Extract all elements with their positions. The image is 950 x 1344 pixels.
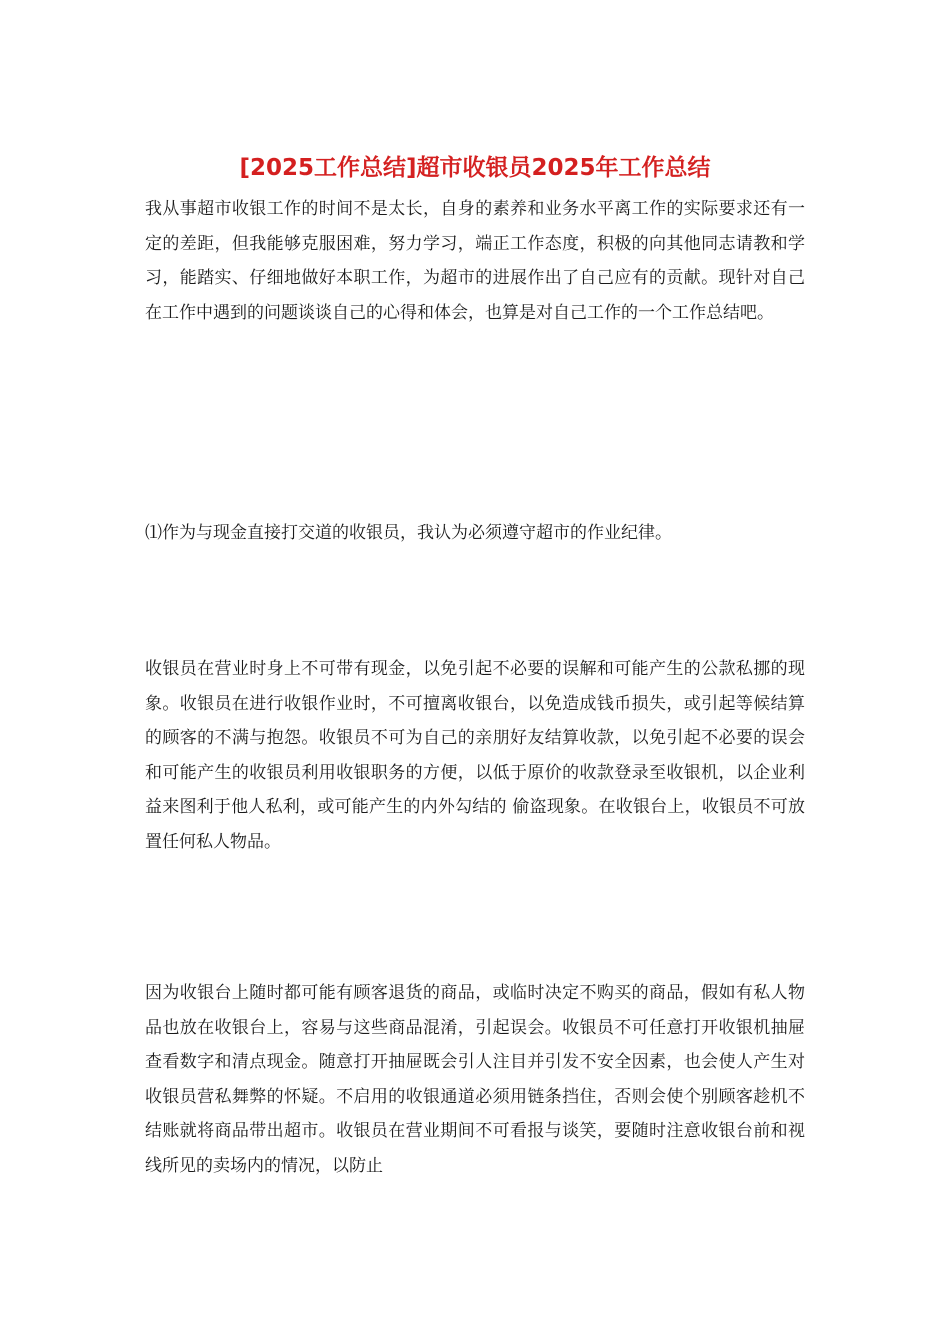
paragraph-cash-rules: 收银员在营业时身上不可带有现金，以免引起不必要的误解和可能产生的公款私挪的现象。收银员在进行收银作业时，不可擅离收银台，以免造成钱币损失，或引起等候结算的顾客的不满与抱怨。收银员不可为自己的亲朋好友结算收款，以免引起不必要的误会和可能产生的收银员利用收银职务的方便，以低于原价的收款登录至收银机，以企业利益来图利于他人私利，或可能产生的内外勾结的 偷盗现象。在收银台上，收银员不可放置任何私人物品。 xyxy=(145,659,805,852)
paragraph-intro: 我从事超市收银工作的时间不是太长，自身的素养和业务水平离工作的实际要求还有一定的差距，但我能够克服困难，努力学习，端正工作态度，积极的向其他同志请教和学习，能踏实、仔细地做好本职工作，为超市的进展作出了自己应有的贡献。现针对自己在工作中遇到的问题谈谈自己的心得和体会，也算是对自己工作的一个工作总结吧。 xyxy=(145,199,805,323)
paragraph-counter-rules: 因为收银台上随时都可能有顾客退货的商品，或临时决定不购买的商品，假如有私人物品也放在收银台上，容易与这些商品混淆，引起误会。收银员不可任意打开收银机抽屉查看数字和清点现金。随意打开抽屉既会引人注目并引发不安全因素，也会使人产生对收银员营私舞弊的怀疑。不启用的收银通道必须用链条挡住，否则会使个别顾客趁机不结账就将商品带出超市。收银员在营业期间不可看报与谈笑，要随时注意收银台前和视线所见的卖场内的情况，以防止 xyxy=(145,983,805,1176)
document-title: [2025工作总结]超市收银员2025年工作总结 xyxy=(239,155,711,181)
paragraph-point-1: ⑴作为与现金直接打交道的收银员，我认为必须遵守超市的作业纪律。 xyxy=(145,523,672,543)
